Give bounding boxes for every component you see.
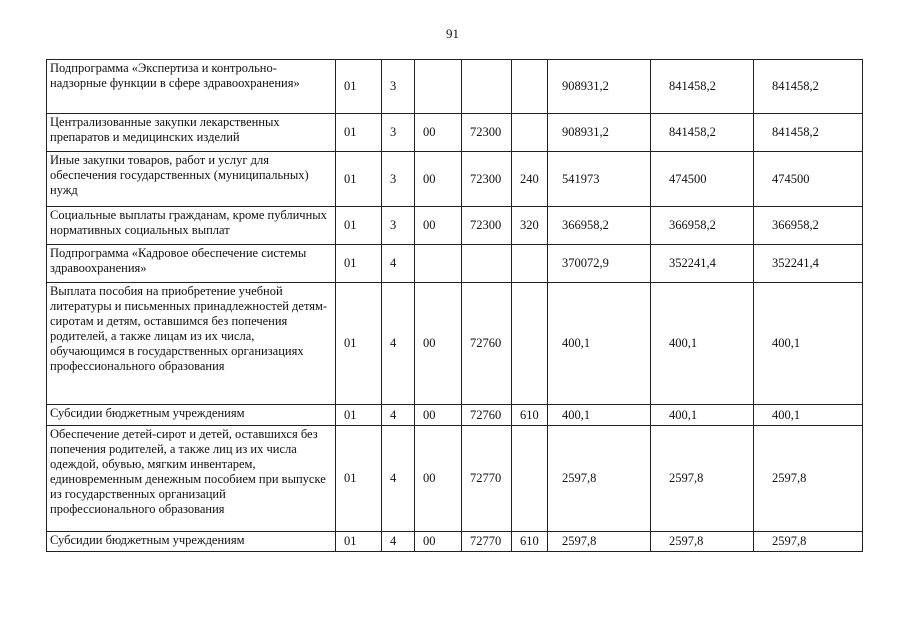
- section-code: 01: [336, 532, 382, 552]
- subsection-code: 4: [382, 532, 415, 552]
- target-direction-code: 72760: [462, 405, 512, 426]
- table-row: [47, 114, 863, 152]
- amount-year-2: 474500: [651, 152, 754, 207]
- target-direction-code: 72300: [462, 152, 512, 207]
- section-code: 01: [336, 152, 382, 207]
- target-direction-code: 72770: [462, 426, 512, 532]
- section-code: 01: [336, 283, 382, 405]
- amount-year-1: 541973: [548, 152, 651, 207]
- target-article-code: [415, 60, 462, 114]
- amount-year-3: 2597,8: [754, 532, 863, 552]
- amount-year-1: 400,1: [548, 283, 651, 405]
- subsection-code: 4: [382, 405, 415, 426]
- amount-year-3: 841458,2: [754, 60, 863, 114]
- subsection-code: 4: [382, 283, 415, 405]
- amount-year-3: 366958,2: [754, 207, 863, 245]
- section-code: 01: [336, 114, 382, 152]
- amount-year-1: 366958,2: [548, 207, 651, 245]
- amount-year-3: 2597,8: [754, 426, 863, 532]
- amount-year-2: 400,1: [651, 405, 754, 426]
- target-article-code: 00: [415, 283, 462, 405]
- amount-year-2: 352241,4: [651, 245, 754, 283]
- page-number: 91: [446, 26, 459, 41]
- target-article-code: 00: [415, 207, 462, 245]
- target-article-code: 00: [415, 152, 462, 207]
- amount-year-2: 841458,2: [651, 60, 754, 114]
- amount-year-2: 366958,2: [651, 207, 754, 245]
- target-direction-code: 72300: [462, 207, 512, 245]
- row-description: Обеспечение детей-сирот и детей, оставшихся без попечения родителей, а также лиц из их числа одеждой, обувью, мягким инвентарем, единовременным денежным пособием при выпуске из государственных организаций профессионального образования: [47, 426, 336, 532]
- amount-year-3: 474500: [754, 152, 863, 207]
- target-article-code: 00: [415, 532, 462, 552]
- target-direction-code: 72760: [462, 283, 512, 405]
- table-row: [47, 245, 863, 283]
- expense-type-code: 240: [512, 152, 548, 207]
- amount-year-1: 2597,8: [548, 426, 651, 532]
- amount-year-1: 2597,8: [548, 532, 651, 552]
- target-article-code: [415, 245, 462, 283]
- target-direction-code: 72300: [462, 114, 512, 152]
- section-code: 01: [336, 405, 382, 426]
- table-row: [47, 283, 863, 405]
- expense-type-code: [512, 245, 548, 283]
- subsection-code: 3: [382, 60, 415, 114]
- amount-year-3: 400,1: [754, 405, 863, 426]
- table-row: [47, 405, 863, 426]
- amount-year-1: 400,1: [548, 405, 651, 426]
- subsection-code: 3: [382, 114, 415, 152]
- table-row: [47, 152, 863, 207]
- amount-year-1: 908931,2: [548, 114, 651, 152]
- row-description: Выплата пособия на приобретение учебной литературы и письменных принадлежностей детям-сиротам и детям, оставшимся без попечения родителей, а также лицам из их числа, обучающимся в государственных организациях профессионального образования: [47, 283, 336, 405]
- amount-year-3: 352241,4: [754, 245, 863, 283]
- target-article-code: 00: [415, 114, 462, 152]
- expense-type-code: 610: [512, 405, 548, 426]
- amount-year-3: 841458,2: [754, 114, 863, 152]
- row-description: Централизованные закупки лекарственных препаратов и медицинских изделий: [47, 114, 336, 152]
- subsection-code: 3: [382, 207, 415, 245]
- expense-type-code: 610: [512, 532, 548, 552]
- target-direction-code: [462, 245, 512, 283]
- amount-year-1: 908931,2: [548, 60, 651, 114]
- table-row: [47, 207, 863, 245]
- row-description: Подпрограмма «Кадровое обеспечение системы здравоохранения»: [47, 245, 336, 283]
- target-direction-code: [462, 60, 512, 114]
- row-description: Субсидии бюджетным учреждениям: [47, 405, 336, 426]
- subsection-code: 3: [382, 152, 415, 207]
- subsection-code: 4: [382, 245, 415, 283]
- target-article-code: 00: [415, 405, 462, 426]
- expense-type-code: [512, 426, 548, 532]
- subsection-code: 4: [382, 426, 415, 532]
- amount-year-2: 841458,2: [651, 114, 754, 152]
- amount-year-2: 2597,8: [651, 532, 754, 552]
- expense-type-code: [512, 60, 548, 114]
- target-article-code: 00: [415, 426, 462, 532]
- row-description: Субсидии бюджетным учреждениям: [47, 532, 336, 552]
- row-description: Иные закупки товаров, работ и услуг для обеспечения государственных (муниципальных) нужд: [47, 152, 336, 207]
- expense-type-code: 320: [512, 207, 548, 245]
- expense-type-code: [512, 283, 548, 405]
- section-code: 01: [336, 426, 382, 532]
- row-description: Подпрограмма «Экспертиза и контрольно-надзорные функции в сфере здравоохранения»: [47, 60, 336, 114]
- section-code: 01: [336, 60, 382, 114]
- section-code: 01: [336, 207, 382, 245]
- expense-type-code: [512, 114, 548, 152]
- table-row: [47, 532, 863, 552]
- budget-table: [46, 59, 863, 552]
- amount-year-2: 400,1: [651, 283, 754, 405]
- table-row: [47, 426, 863, 532]
- amount-year-3: 400,1: [754, 283, 863, 405]
- target-direction-code: 72770: [462, 532, 512, 552]
- row-description: Социальные выплаты гражданам, кроме публичных нормативных социальных выплат: [47, 207, 336, 245]
- amount-year-2: 2597,8: [651, 426, 754, 532]
- table-row: [47, 60, 863, 114]
- amount-year-1: 370072,9: [548, 245, 651, 283]
- section-code: 01: [336, 245, 382, 283]
